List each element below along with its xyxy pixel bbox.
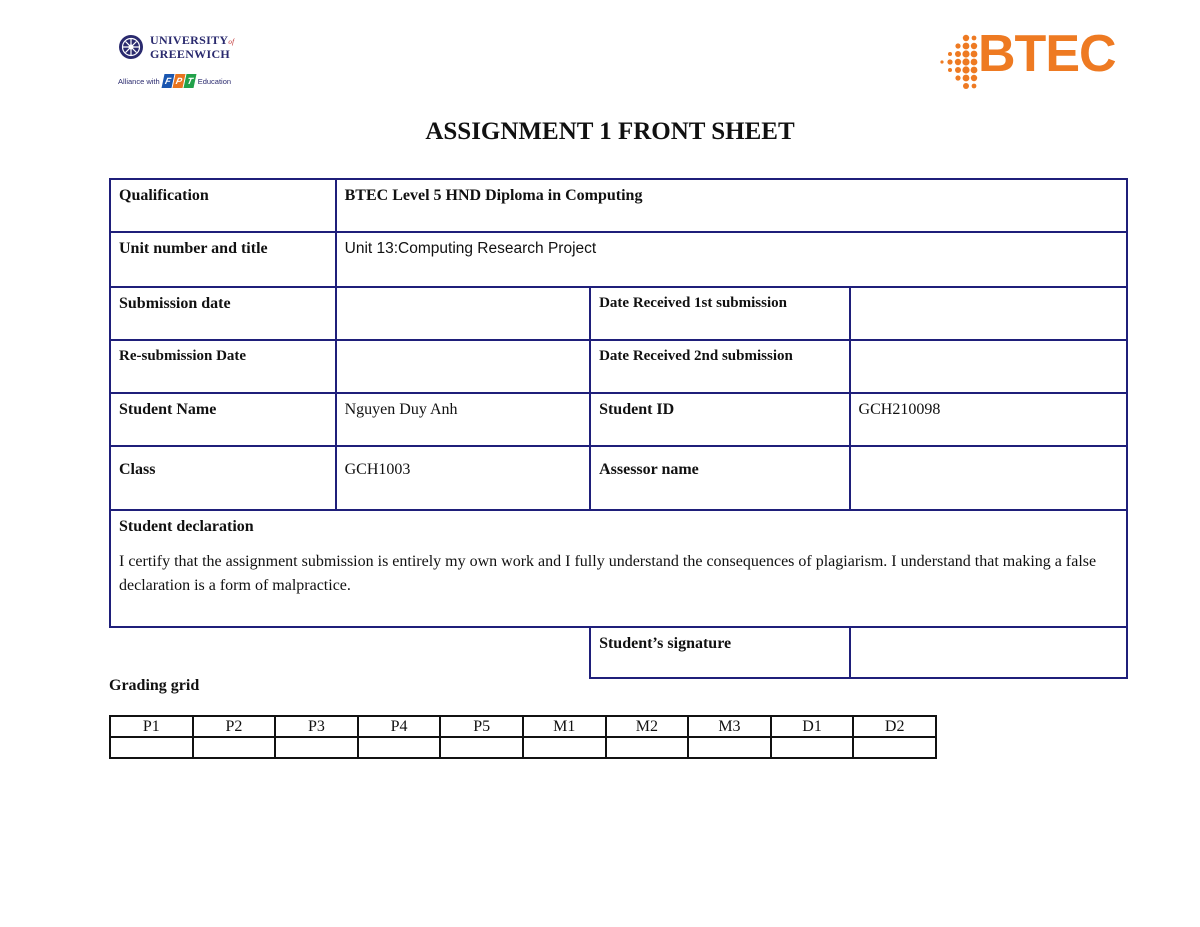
assessor-field[interactable] [850, 446, 1127, 510]
class-label: Class [110, 446, 336, 510]
assessor-label: Assessor name [590, 446, 849, 510]
grade-header-p2: P2 [193, 716, 276, 737]
grade-cell-m2[interactable] [606, 737, 689, 758]
student-name-label: Student Name [110, 393, 336, 446]
grade-header-d1: D1 [771, 716, 854, 737]
grade-cell-p3[interactable] [275, 737, 358, 758]
student-name-value: Nguyen Duy Anh [336, 393, 590, 446]
qualification-label: Qualification [110, 179, 336, 232]
grading-header-row [110, 716, 936, 737]
signature-spacer [110, 627, 590, 678]
unit-value: Unit 13:Computing Research Project [336, 232, 1127, 287]
grade-header-m3: M3 [688, 716, 771, 737]
declaration-cell [110, 510, 1127, 627]
signature-label: Student’s signature [590, 627, 849, 678]
student-id-label: Student ID [590, 393, 849, 446]
unit-label: Unit number and title [110, 232, 336, 287]
fpt-letter-t: T [183, 74, 196, 88]
row-unit [110, 232, 1127, 287]
page-title: ASSIGNMENT 1 FRONT SHEET [425, 118, 795, 145]
grade-header-p4: P4 [358, 716, 441, 737]
university-greenwich-logo [118, 34, 258, 96]
date-received-1-field[interactable] [850, 287, 1127, 340]
university-of: of [228, 38, 235, 46]
grade-cell-d1[interactable] [771, 737, 854, 758]
grade-cell-m1[interactable] [523, 737, 606, 758]
alliance-prefix: Alliance with [118, 76, 160, 86]
grade-header-m2: M2 [606, 716, 689, 737]
row-resubmission [110, 340, 1127, 393]
declaration-text: I certify that the assignment submission is entirely my own work and I fully understand the consequences of plagiarism. I understand that making a false declaration is a form of malpractice. [119, 553, 1097, 594]
grade-cell-p2[interactable] [193, 737, 276, 758]
btec-dots-icon [936, 32, 980, 94]
grade-header-m1: M1 [523, 716, 606, 737]
fpt-logo [163, 74, 195, 88]
btec-logo [936, 25, 1121, 94]
resubmission-label: Re-submission Date [110, 340, 336, 393]
fpt-letter-f: F [161, 74, 174, 88]
submission-date-field[interactable] [336, 287, 590, 340]
class-value: GCH1003 [336, 446, 590, 510]
row-declaration [110, 510, 1127, 627]
grade-cell-m3[interactable] [688, 737, 771, 758]
alliance-line [118, 74, 231, 88]
grading-grid-table [109, 715, 937, 759]
row-submission [110, 287, 1127, 340]
grade-cell-p4[interactable] [358, 737, 441, 758]
date-received-2-label: Date Received 2nd submission [590, 340, 849, 393]
university-line1: UNIVERSITY [150, 33, 229, 47]
university-line2: GREENWICH [150, 47, 231, 61]
row-class [110, 446, 1127, 510]
btec-wordmark: BTEC [978, 25, 1116, 83]
university-crest-icon [118, 34, 144, 60]
student-id-value: GCH210098 [850, 393, 1127, 446]
front-sheet-table [109, 178, 1128, 679]
row-qualification [110, 179, 1127, 232]
row-signature [110, 627, 1127, 678]
date-received-2-field[interactable] [850, 340, 1127, 393]
qualification-value: BTEC Level 5 HND Diploma in Computing [336, 179, 1127, 232]
resubmission-field[interactable] [336, 340, 590, 393]
date-received-1-label: Date Received 1st submission [590, 287, 849, 340]
grading-grid-label: Grading grid [109, 677, 200, 694]
grade-cell-p1[interactable] [110, 737, 193, 758]
declaration-heading: Student declaration [119, 518, 254, 535]
grade-cell-p5[interactable] [440, 737, 523, 758]
alliance-suffix: Education [197, 76, 232, 86]
grading-value-row [110, 737, 936, 758]
grade-header-p3: P3 [275, 716, 358, 737]
grade-cell-d2[interactable] [853, 737, 936, 758]
fpt-letter-p: P [172, 74, 185, 88]
row-student [110, 393, 1127, 446]
grade-header-d2: D2 [853, 716, 936, 737]
grade-header-p5: P5 [440, 716, 523, 737]
submission-date-label: Submission date [110, 287, 336, 340]
signature-field[interactable] [850, 627, 1127, 678]
grade-header-p1: P1 [110, 716, 193, 737]
